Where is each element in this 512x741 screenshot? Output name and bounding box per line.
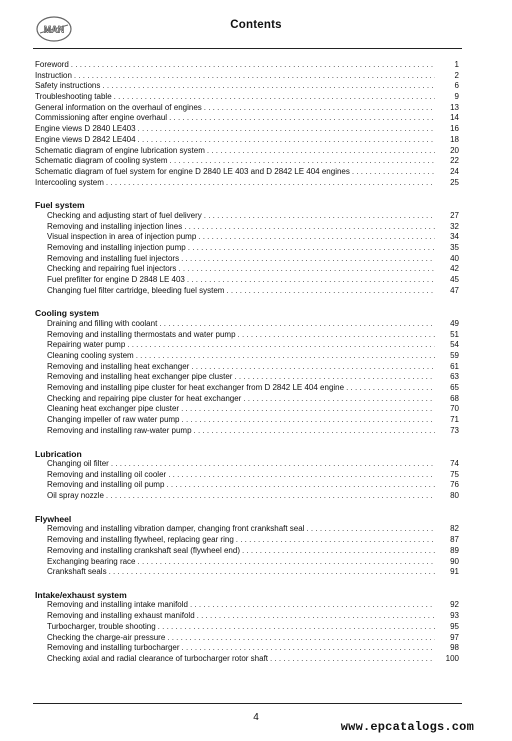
toc-entry-page: 73 [450, 425, 459, 435]
dot-leader [127, 340, 435, 351]
toc-entry[interactable] [35, 480, 459, 491]
dot-leader [170, 156, 436, 167]
dot-leader [242, 546, 435, 557]
toc-entry-label: Checking and adjusting start of fuel delivery [47, 210, 202, 220]
toc-entry[interactable] [35, 394, 459, 405]
dot-leader [194, 426, 435, 437]
toc-entry-page: 76 [450, 480, 459, 490]
toc-section [35, 308, 459, 436]
toc-entry-label: Fuel prefilter for engine D 2848 LE 403 [47, 274, 185, 284]
intro-entries [35, 60, 459, 188]
toc-entry-page: 74 [450, 459, 459, 469]
dot-leader [226, 286, 435, 297]
toc-entry-page: 47 [450, 285, 459, 295]
toc-entry-label: Cleaning cooling system [47, 351, 134, 360]
toc-entry-page: 92 [450, 600, 459, 610]
toc-entry-label: Removing and installing oil cooler [47, 469, 167, 479]
dot-leader [181, 404, 435, 415]
toc-entry[interactable] [35, 178, 459, 189]
toc-entry-label: Removing and installing pipe cluster for heat exchanger from D 2842 LE 404 engine [47, 383, 345, 393]
dot-leader [166, 480, 435, 491]
toc-entry-label: Engine views D 2840 LE403 [35, 124, 136, 134]
toc-entry-page: 6 [454, 81, 459, 91]
dot-leader [191, 362, 435, 373]
toc-entry-page: 54 [450, 340, 459, 350]
dot-leader [102, 81, 435, 92]
toc-entry-page: 45 [450, 274, 459, 284]
toc-entry-label: Removing and installing thermostats and water pump [47, 329, 236, 339]
dot-leader [167, 633, 435, 644]
toc-entry[interactable] [35, 426, 459, 437]
toc-entry-label: Troubleshooting table [35, 92, 112, 102]
toc-entry-page: 97 [450, 632, 459, 642]
toc-entry-label: Removing and installing exhaust manifold [47, 611, 195, 621]
toc-entry-label: Changing fuel filter cartridge, bleeding fuel system [47, 285, 225, 295]
dot-leader [106, 491, 435, 502]
toc-entry[interactable] [35, 124, 459, 135]
section-heading: Intake/exhaust system [35, 589, 127, 600]
toc-entry[interactable] [35, 211, 459, 222]
toc-entry[interactable] [35, 362, 459, 373]
toc-entry-page: 24 [450, 166, 459, 176]
toc-entry[interactable] [35, 222, 459, 233]
toc-entry[interactable] [35, 600, 459, 611]
toc-entry-page: 1 [454, 60, 459, 69]
toc-entry[interactable] [35, 415, 459, 426]
toc-section [35, 200, 459, 296]
dot-leader [198, 232, 435, 243]
toc-entry-label: Removing and installing injection pump [47, 242, 186, 252]
section-heading: Lubrication [35, 448, 82, 459]
toc-entry-label: Removing and installing turbocharger [47, 643, 180, 653]
toc-entry[interactable] [35, 103, 459, 114]
toc-entry[interactable] [35, 92, 459, 103]
toc-entry-label: Removing and installing crankshaft seal (flywheel end) [47, 545, 240, 555]
toc-entry-label: Schematic diagram of fuel system for engine D 2840 LE 403 and D 2842 LE 404 engines [35, 166, 350, 176]
dot-leader [204, 103, 435, 114]
dot-leader [352, 167, 435, 178]
toc-entry[interactable] [35, 156, 459, 167]
dot-leader [74, 71, 435, 82]
toc-section [35, 449, 459, 502]
dot-leader [187, 275, 435, 286]
toc-entry-page: 89 [450, 545, 459, 555]
dot-leader [168, 470, 435, 481]
dot-leader [111, 459, 435, 470]
page-title: Contents [230, 19, 282, 31]
toc-entry[interactable] [35, 286, 459, 297]
toc-entry-label: Commissioning after engine overhaul [35, 113, 168, 123]
toc-entry-page: 82 [450, 524, 459, 534]
toc-entry-label: Checking and repairing pipe cluster for heat exchanger [47, 393, 242, 403]
toc-entry-label: Repairing water pump [47, 340, 126, 350]
toc-entry-label: Instruction [35, 70, 72, 80]
toc-entry[interactable] [35, 275, 459, 286]
toc-entry[interactable] [35, 404, 459, 415]
toc-entry-page: 14 [450, 113, 459, 123]
toc-entry-label: Oil spray nozzle [47, 491, 104, 501]
toc-entry-page: 98 [450, 643, 459, 653]
dot-leader [306, 524, 435, 535]
toc-entry-page: 16 [450, 124, 459, 134]
toc-entry-label: Removing and installing fuel injectors [47, 253, 180, 263]
dot-leader [346, 383, 435, 394]
toc-entry[interactable] [35, 491, 459, 502]
table-of-contents [35, 60, 459, 677]
toc-entry-label: Checking and repairing fuel injectors [47, 264, 177, 274]
toc-entry[interactable] [35, 60, 459, 71]
toc-entry-label: Engine views D 2842 LE404 [35, 134, 136, 144]
toc-entry-page: 49 [450, 318, 459, 328]
toc-entry-page: 65 [450, 383, 459, 393]
dot-leader [204, 211, 435, 222]
toc-entry-page: 68 [450, 393, 459, 403]
toc-entry-page: 61 [450, 361, 459, 371]
toc-entry[interactable] [35, 633, 459, 644]
toc-entry-page: 13 [450, 102, 459, 112]
toc-entry-page: 25 [450, 177, 459, 187]
toc-entry[interactable] [35, 135, 459, 146]
toc-entry-page: 87 [450, 535, 459, 545]
dot-leader [184, 222, 435, 233]
toc-entry[interactable] [35, 71, 459, 82]
toc-entry-label: Removing and installing oil pump [47, 480, 165, 490]
toc-entry-label: Changing impeller of raw water pump [47, 415, 180, 425]
toc-entry-page: 70 [450, 404, 459, 414]
toc-entry-label: Cleaning heat exchanger pipe cluster [47, 404, 180, 414]
toc-entry-label: Turbocharger, trouble shooting [47, 621, 156, 631]
dot-leader [158, 622, 435, 633]
toc-entry[interactable] [35, 232, 459, 243]
page-header [0, 0, 512, 50]
toc-entry[interactable] [35, 643, 459, 654]
toc-entry[interactable] [35, 351, 459, 362]
toc-entry-label: Foreword [35, 60, 69, 69]
toc-entry-label: Checking axial and radial clearance of turbocharger rotor shaft [47, 653, 269, 663]
toc-entry[interactable] [35, 524, 459, 535]
dot-leader [106, 178, 435, 189]
dot-leader [114, 92, 435, 103]
toc-entry[interactable] [35, 113, 459, 124]
toc-entry-label: Changing oil filter [47, 459, 109, 469]
toc-entry[interactable] [35, 535, 459, 546]
toc-entry-page: 71 [450, 415, 459, 425]
toc-entry-page: 40 [450, 253, 459, 263]
dot-leader [178, 264, 435, 275]
toc-entry[interactable] [35, 330, 459, 341]
toc-entry-label: Intercooling system [35, 177, 104, 187]
toc-entry[interactable] [35, 622, 459, 633]
toc-entry-page: 63 [450, 372, 459, 382]
toc-entry[interactable] [35, 546, 459, 557]
dot-leader [159, 319, 435, 330]
toc-entry-label: Removing and installing heat exchanger [47, 361, 190, 371]
toc-entry[interactable] [35, 264, 459, 275]
toc-entry-label: Removing and installing flywheel, replacing gear ring [47, 535, 234, 545]
toc-entry[interactable] [35, 654, 459, 665]
dot-leader [190, 600, 435, 611]
toc-entry[interactable] [35, 611, 459, 622]
dot-leader [243, 394, 435, 405]
header-rule [33, 48, 462, 49]
section-heading: Cooling system [35, 308, 99, 319]
section-heading: Fuel system [35, 200, 85, 211]
toc-entry-label: Removing and installing heat exchanger pipe cluster [47, 372, 233, 382]
toc-entry-label: Removing and installing intake manifold [47, 600, 188, 610]
footer-rule [33, 703, 462, 704]
dot-leader [138, 557, 435, 568]
toc-entry-page: 59 [450, 351, 459, 360]
page-number: 4 [253, 712, 259, 723]
toc-entry[interactable] [35, 459, 459, 470]
dot-leader [182, 415, 435, 426]
dot-leader [181, 254, 435, 265]
toc-entry-page: 35 [450, 242, 459, 252]
dot-leader [71, 60, 435, 71]
toc-entry[interactable] [35, 243, 459, 254]
toc-entry[interactable] [35, 383, 459, 394]
dot-leader [138, 124, 435, 135]
section-heading: Flywheel [35, 513, 72, 524]
toc-entry-label: Removing and installing raw-water pump [47, 425, 192, 435]
svg-text:MAN: MAN [43, 24, 65, 35]
toc-section [35, 514, 459, 578]
toc-entry-page: 34 [450, 232, 459, 242]
toc-entry-label: Crankshaft seals [47, 567, 107, 577]
toc-entry[interactable] [35, 81, 459, 92]
toc-entry-page: 100 [445, 653, 459, 663]
toc-entry[interactable] [35, 340, 459, 351]
toc-entry-page: 27 [450, 210, 459, 220]
toc-entry[interactable] [35, 372, 459, 383]
toc-entry-label: Schematic diagram of cooling system [35, 156, 168, 166]
toc-entry-page: 20 [450, 145, 459, 155]
toc-entry-page: 93 [450, 611, 459, 621]
toc-entry-page: 90 [450, 556, 459, 566]
dot-leader [197, 611, 435, 622]
toc-entry-page: 32 [450, 221, 459, 231]
dot-leader [236, 535, 435, 546]
dot-leader [270, 654, 435, 665]
toc-entry[interactable] [35, 146, 459, 157]
toc-entry-page: 91 [450, 567, 459, 577]
dot-leader [207, 146, 435, 157]
toc-entry-page: 2 [454, 70, 459, 80]
toc-entry-label: Exchanging bearing race [47, 556, 136, 566]
toc-entry[interactable] [35, 557, 459, 568]
toc-entry-label: General information on the overhaul of engines [35, 102, 202, 112]
dot-leader [109, 567, 435, 578]
dot-leader [182, 643, 435, 654]
dot-leader [138, 135, 435, 146]
toc-entry-label: Draining and filling with coolant [47, 318, 158, 328]
toc-entry-label: Schematic diagram of engine lubrication system [35, 145, 205, 155]
toc-entry-label: Removing and installing vibration damper, changing front crankshaft seal [47, 524, 305, 534]
toc-entry-page: 18 [450, 134, 459, 144]
dot-leader [169, 113, 435, 124]
toc-entry-label: Checking the charge-air pressure [47, 632, 166, 642]
toc-entry[interactable] [35, 567, 459, 578]
toc-entry[interactable] [35, 167, 459, 178]
dot-leader [136, 351, 435, 362]
toc-entry-page: 42 [450, 264, 459, 274]
toc-entry-page: 75 [450, 469, 459, 479]
toc-entry-label: Visual inspection in area of injection pump [47, 232, 197, 242]
dot-leader [238, 330, 435, 341]
toc-entry[interactable] [35, 319, 459, 330]
toc-section [35, 590, 459, 665]
dot-leader [234, 372, 435, 383]
toc-entry-label: Removing and installing injection lines [47, 221, 183, 231]
toc-entry-page: 9 [454, 92, 459, 102]
toc-entry-page: 80 [450, 491, 459, 501]
toc-entry-page: 51 [450, 329, 459, 339]
toc-entry-label: Safety instructions [35, 81, 101, 91]
watermark-url[interactable]: www.epcatalogs.com [340, 720, 474, 734]
dot-leader [188, 243, 435, 254]
toc-entry-page: 95 [450, 621, 459, 631]
toc-entry[interactable] [35, 470, 459, 481]
toc-entry-page: 22 [450, 156, 459, 166]
toc-entry[interactable] [35, 254, 459, 265]
